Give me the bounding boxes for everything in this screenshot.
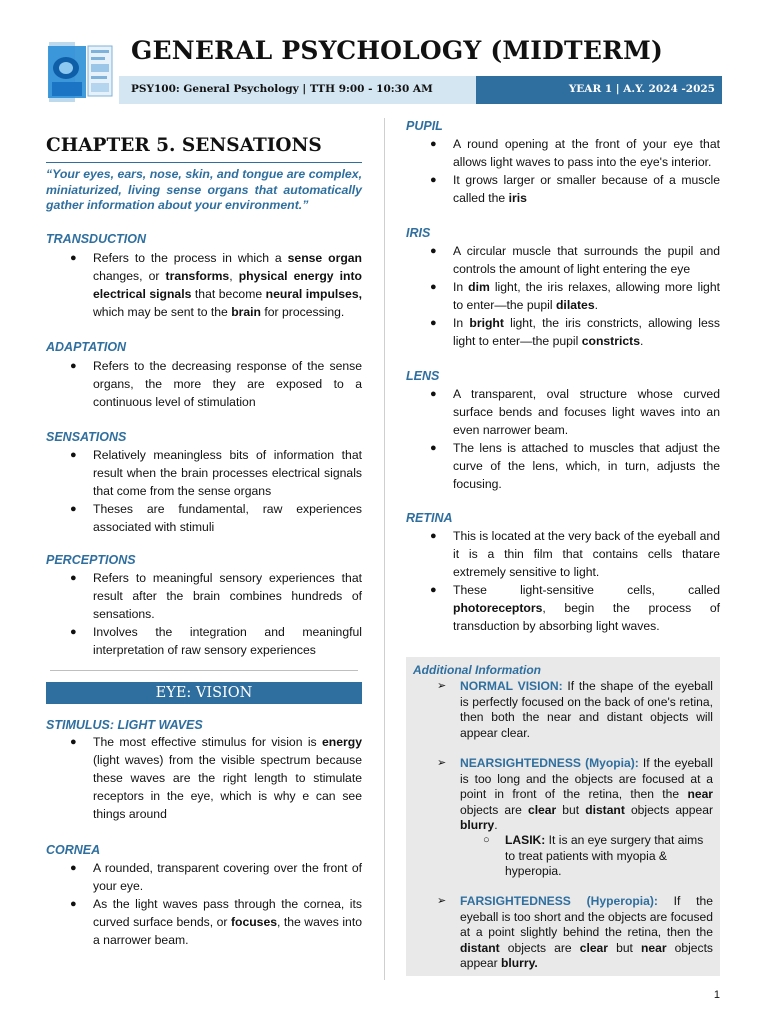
- iris-list: [406, 242, 720, 350]
- list-item: ● A rounded, transparent covering over the front of your eye.: [70, 860, 362, 893]
- list-item: ● These light-sensitive cells, called photoreceptors, begin the process of transduction by absorbing light waves.: [430, 583, 720, 633]
- list-item: ● Refers to the decreasing response of the sense organs, the more they are exposed to a continuous level of stimulation: [70, 358, 362, 409]
- list-item: ● In bright light, the iris constricts, allowing less light to enter—the pupil constricts.: [430, 316, 720, 348]
- list-item: ● It grows larger or smaller because of a muscle called the iris: [430, 173, 720, 205]
- list-item: ● A round opening at the front of your eye that allows light waves to pass into the eye's interior.: [430, 137, 720, 169]
- circle-bullet-icon: ○: [483, 834, 490, 846]
- heading-perceptions: PERCEPTIONS: [46, 552, 136, 567]
- heading-stimulus: STIMULUS: LIGHT WAVES: [46, 717, 203, 732]
- left-column: [46, 122, 362, 952]
- list-item: ● Theses are fundamental, raw experiences associated with stimuli: [70, 501, 362, 534]
- heading-lens: LENS: [406, 369, 440, 383]
- normal-vision-item: ➢ NORMAL VISION: If the shape of the eyeball is perfectly focused on the back of one's retina, then both the near and distant objects will appear clear.: [437, 679, 713, 740]
- list-item: ● In dim light, the iris relaxes, allowing more light to enter—the pupil dilates.: [430, 280, 720, 312]
- course-bar-right: [476, 76, 722, 104]
- heading-sensations: SENSATIONS: [46, 429, 127, 444]
- list-item: ● Refers to meaningful sensory experiences that result after the brain combines hundreds of sensations.: [70, 570, 362, 621]
- list-item: ● A transparent, oval structure whose curved surface bends and focuses light waves into an even narrower beam.: [430, 387, 720, 437]
- sensations-list: [46, 446, 362, 536]
- additional-info-box: [406, 657, 720, 976]
- heading-retina: RETINA: [406, 511, 453, 525]
- arrow-bullet-icon: ➢: [437, 757, 447, 769]
- perceptions-list: [46, 569, 362, 659]
- cornea-list: [46, 859, 362, 949]
- section-divider: [50, 670, 358, 671]
- heading-iris: IRIS: [406, 226, 431, 240]
- lens-list: [406, 385, 720, 493]
- list-item: ● Involves the integration and meaningful interpretation of raw sensory experiences: [70, 624, 362, 657]
- stimulus-list: [46, 733, 362, 823]
- page-number: 1: [713, 989, 720, 1001]
- right-column: [406, 118, 720, 988]
- transduction-list: [46, 249, 362, 321]
- list-item: ● This is located at the very back of the eyeball and it is a thin film that contains cells thatare extremely sensitive to light.: [430, 529, 720, 579]
- additional-info-title: Additional Information: [413, 663, 541, 677]
- chapter-quote: “Your eyes, ears, nose, skin, and tongue are complex, miniaturized, living sense organs that automatically gather information about your environment.”: [46, 167, 362, 212]
- list-item: ● Refers to the process in which a sense organ changes, or transforms, physical energy into electrical signals that become neural impulses, which may be sent to the brain for processing.: [70, 250, 362, 319]
- pupil-list: [406, 135, 720, 207]
- chapter-underline: [46, 162, 362, 163]
- list-item: ● The most effective stimulus for vision is energy (light waves) from the visible spectrum because these waves are the right length to stimulate receptors in the eye, which is why e can see things around: [70, 734, 362, 821]
- course-bar-left: [119, 76, 476, 104]
- list-item: ● A circular muscle that surrounds the pupil and controls the amount of light entering the eye: [430, 244, 720, 276]
- adaptation-list: [46, 357, 362, 411]
- arrow-bullet-icon: ➢: [437, 680, 447, 692]
- list-item: ● Relatively meaningless bits of information that result when the brain processes electrical signals that come from the sense organs: [70, 447, 362, 498]
- course-info-bar: [119, 76, 722, 104]
- nearsightedness-item: ➢ NEARSIGHTEDNESS (Myopia): If the eyeball is too long and the objects are focused at a point in front of the retina, then the near objects are clear but distant objects appear blurry.: [437, 756, 713, 832]
- retina-list: [406, 527, 720, 635]
- lasik-item: ○ LASIK: It is an eye surgery that aims to treat patients with myopia & hyperopia.: [483, 833, 704, 878]
- chapter-title: CHAPTER 5. SENSATIONS: [46, 135, 322, 156]
- list-item: ● As the light waves pass through the cornea, its curved surface bends, or focuses, the waves into a narrower beam.: [70, 896, 362, 947]
- psychology-logo-icon: [46, 38, 116, 106]
- list-item: ● The lens is attached to muscles that adjust the curve of the lens, which, in turn, adjusts the focusing.: [430, 441, 720, 491]
- arrow-bullet-icon: ➢: [437, 895, 447, 907]
- column-divider: [384, 118, 385, 980]
- document-title: GENERAL PSYCHOLOGY (MIDTERM): [131, 36, 663, 65]
- farsightedness-item: ➢ FARSIGHTEDNESS (Hyperopia): If the eyeball is too short and the objects are focused at a point slightly behind the retina, then the distant objects are clear but near objects appear blurry.: [437, 894, 713, 970]
- eye-vision-banner: EYE: VISION: [46, 682, 362, 704]
- heading-cornea: CORNEA: [46, 842, 101, 857]
- heading-pupil: PUPIL: [406, 119, 443, 133]
- course-info: PSY100: General Psychology | TTH 9:00 - 10:30 AM: [131, 83, 433, 95]
- heading-transduction: TRANSDUCTION: [46, 231, 146, 246]
- academic-year: YEAR 1 | A.Y. 2024 -2025: [568, 83, 715, 95]
- heading-adaptation: ADAPTATION: [46, 339, 127, 354]
